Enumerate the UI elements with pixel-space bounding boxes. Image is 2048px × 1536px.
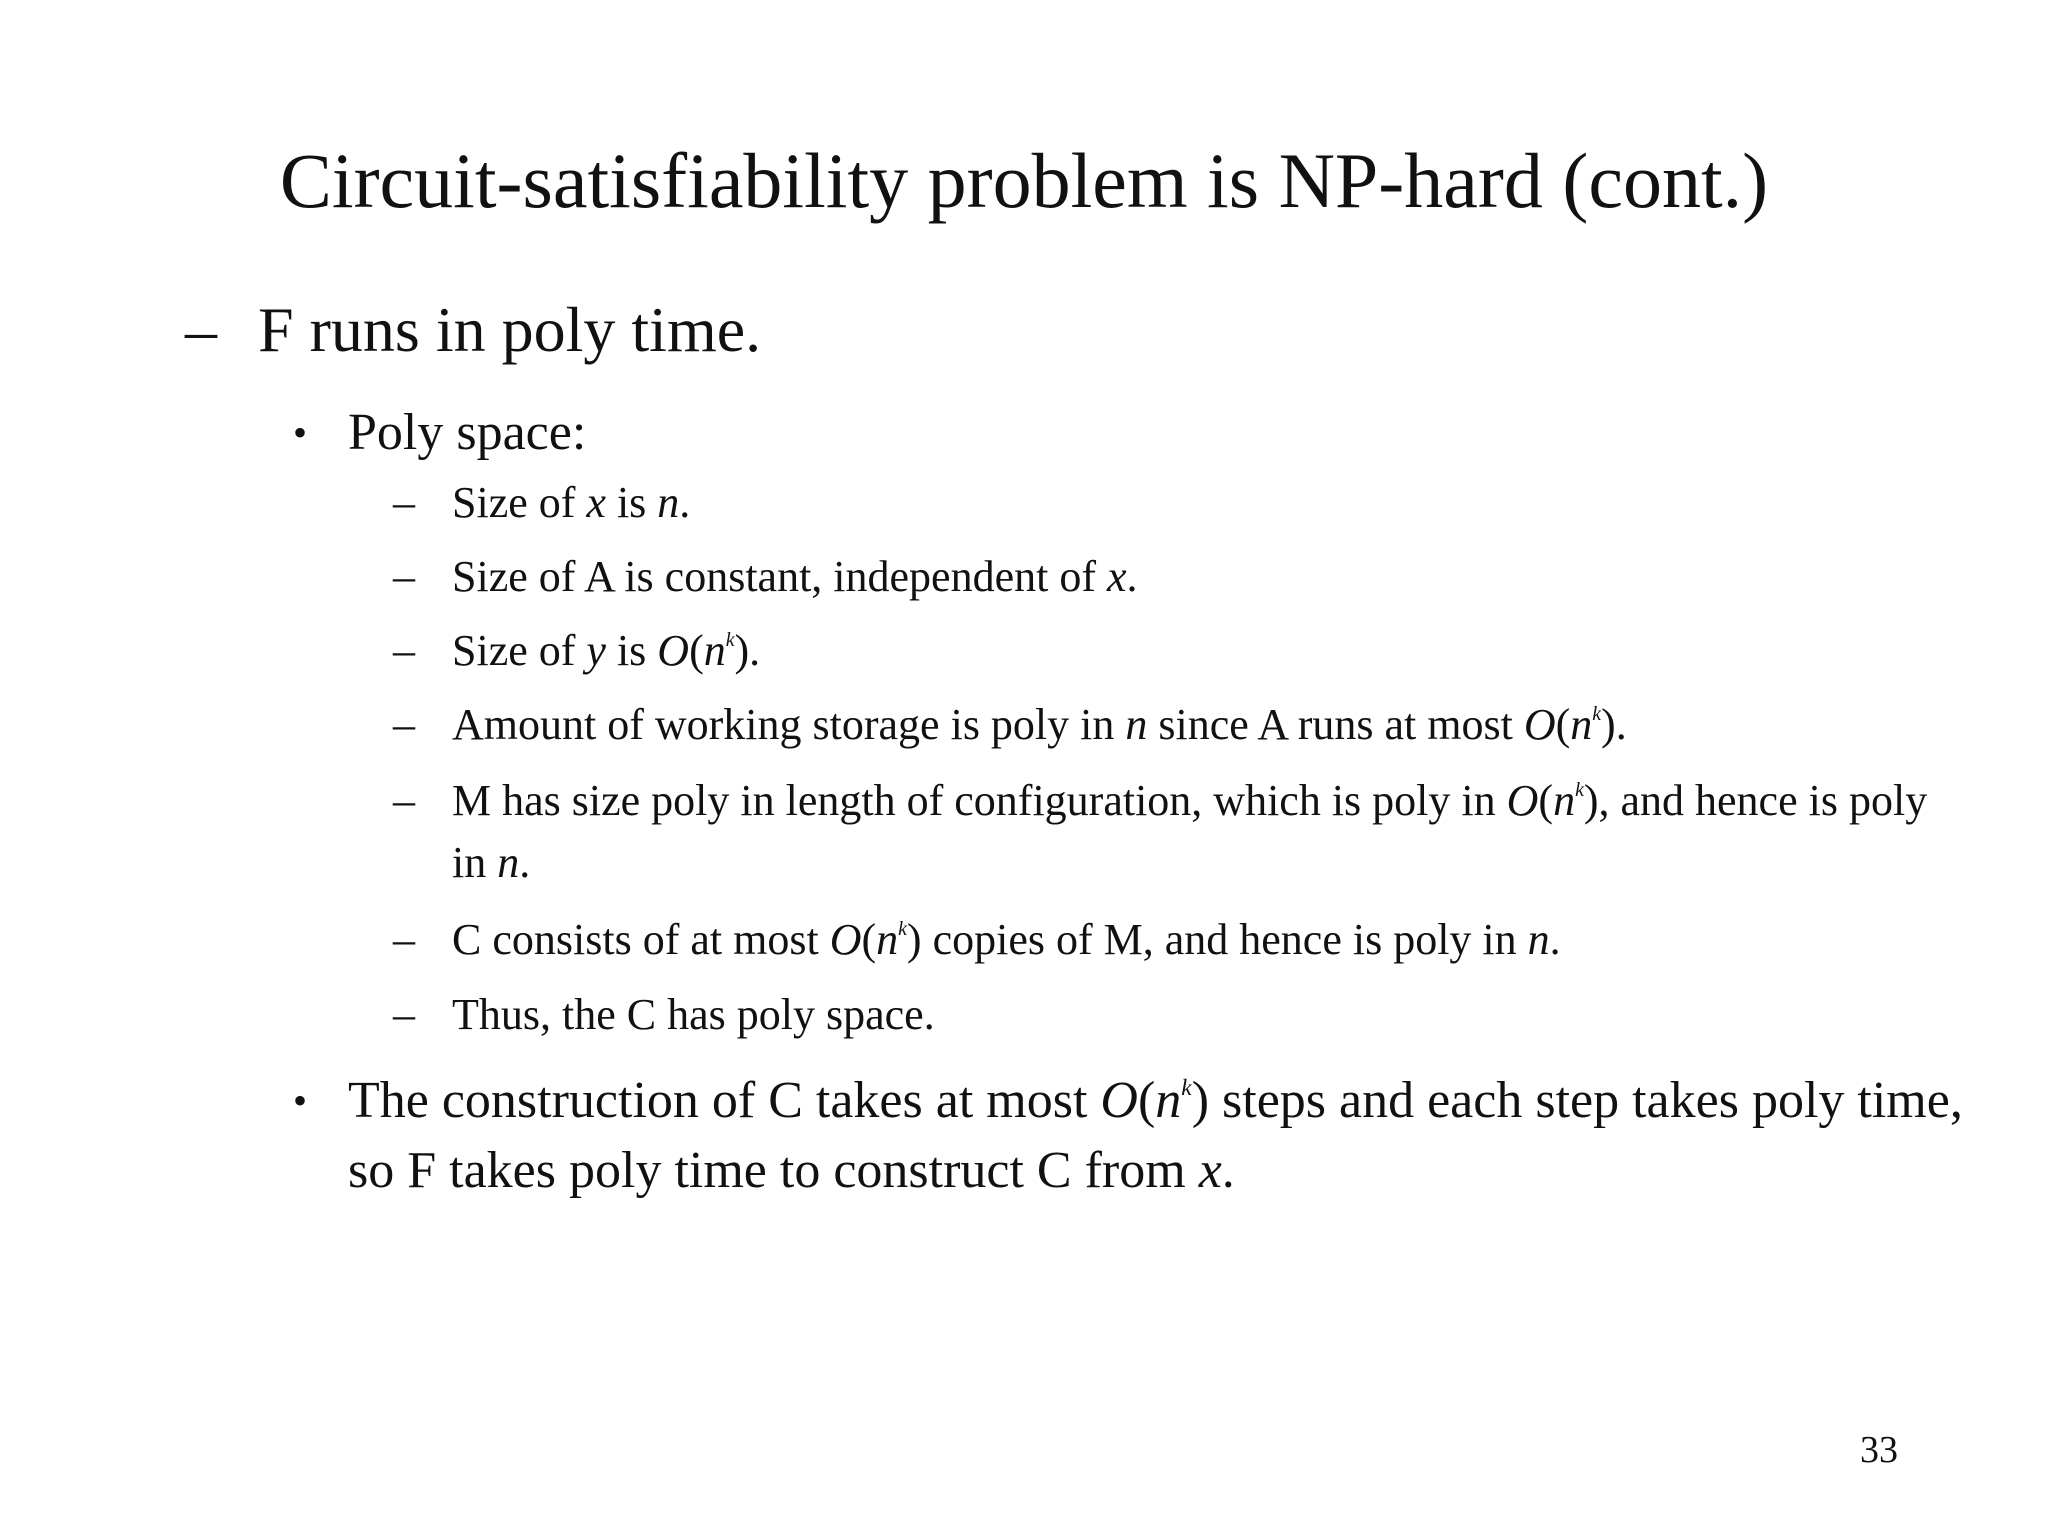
bullet-marker: • — [293, 410, 308, 455]
dash-marker: – — [393, 626, 415, 675]
dash-marker: – — [393, 990, 415, 1039]
dash-marker: – — [393, 776, 415, 825]
dash-marker: – — [185, 294, 217, 365]
dash-marker: – — [393, 478, 415, 527]
subpoint-text: M has size poly in length of configuration, which is poly in $O(n^k)$, and hence is poly in n. — [452, 776, 1928, 887]
dash-marker: – — [393, 700, 415, 749]
bullet-poly-space — [293, 398, 1993, 468]
subpoint-text: Size of y is $O(n^k)$. — [452, 626, 761, 675]
dash-marker: – — [393, 552, 415, 601]
slide-title: Circuit-satisfiability problem is NP-hard (cont.) — [279, 137, 1769, 224]
page-number: 33 — [1860, 1429, 1898, 1471]
subpoint-text: Size of A is constant, independent of x. — [452, 552, 1138, 601]
bullet-marker: • — [293, 1078, 308, 1123]
subpoint-text: C consists of at most $O(n^k)$ copies of M, and hence is poly in n. — [452, 915, 1561, 964]
bullet-text: The construction of C takes at most $O(n^k)$ steps and each step takes poly time, so F takes poly time to construct C from x. — [348, 1072, 1963, 1199]
dash-marker: – — [393, 915, 415, 964]
level1-point — [185, 292, 761, 369]
subpoint-text: Size of x is n. — [452, 478, 691, 527]
bullet-text: Poly space: — [348, 404, 587, 461]
bullet-construction — [293, 1066, 1993, 1206]
level1-text: F runs in poly time. — [258, 294, 762, 365]
subpoint-text: Thus, the C has poly space. — [452, 990, 935, 1039]
subpoint-text: Amount of working storage is poly in n since A runs at most $O(n^k)$. — [452, 700, 1627, 749]
